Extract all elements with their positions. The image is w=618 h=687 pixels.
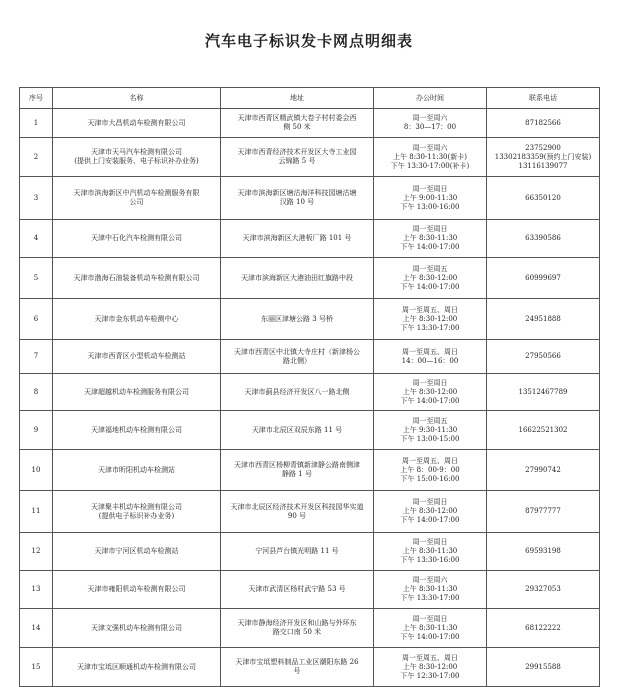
table-row bbox=[20, 450, 600, 491]
row-address: 天津市西青经济技术开发区大寺工业园 云锦路 5 号 bbox=[221, 138, 374, 177]
row-phone: 27990742 bbox=[487, 450, 600, 491]
row-hours: 周一至周日 上午 8:30-12:00 下午 14:00-17:00 bbox=[374, 374, 487, 411]
row-hours: 周一至周五、周日 上午 8：00-9：00 下午 15:00-16:00 bbox=[374, 450, 487, 491]
row-seq: 5 bbox=[20, 258, 53, 299]
row-phone: 24951888 bbox=[487, 299, 600, 340]
row-name: 天津市宁河区机动车检测站 bbox=[53, 533, 221, 571]
row-hours: 周一至周日 上午 8:30-11:30 下午 14:00-17:00 bbox=[374, 220, 487, 258]
table-body-1 bbox=[20, 88, 600, 340]
row-phone: 87182566 bbox=[487, 109, 600, 138]
table-row bbox=[20, 177, 600, 220]
row-name: 天津市天马汽车检测有限公司 (提供上门安装服务、电子标识补办业务) bbox=[53, 138, 221, 177]
row-address: 天津市宝坻塑料制品工业区潮阳东路 26 号 bbox=[221, 648, 374, 687]
row-hours: 周一至周五 上午 9:30-11:30 下午 13:00-15:00 bbox=[374, 411, 487, 450]
row-name: 天津市金东机动车检测中心 bbox=[53, 299, 221, 340]
row-phone: 68122222 bbox=[487, 609, 600, 648]
row-name: 天津市昕阳机动车检测站 bbox=[53, 450, 221, 491]
row-phone: 66350120 bbox=[487, 177, 600, 220]
row-hours: 周一至周五、周日 上午 8:30-12:00 下午 12:30-17:00 bbox=[374, 648, 487, 687]
row-hours: 周一至周五、周日 上午 8:30-12:00 下午 13:30-17:00 bbox=[374, 299, 487, 340]
row-phone: 23752900 13302183359(预约上门安装) 13116139077 bbox=[487, 138, 600, 177]
row-address: 天津市蓟县经济开发区八一路北侧 bbox=[221, 374, 374, 411]
row-name: 天津中石化汽车检测有限公司 bbox=[53, 220, 221, 258]
table-row bbox=[20, 648, 600, 687]
row-address: 天津市滨海新区大港油田红旗路中段 bbox=[221, 258, 374, 299]
row-phone: 29915588 bbox=[487, 648, 600, 687]
row-seq: 15 bbox=[20, 648, 53, 687]
row-seq: 10 bbox=[20, 450, 53, 491]
row-address: 天津市西青区精武镇大卷子村村委会西 侧 50 米 bbox=[221, 109, 374, 138]
table-row bbox=[20, 571, 600, 609]
row-name: 天津文强机动车检测有限公司 bbox=[53, 609, 221, 648]
row-phone: 87977777 bbox=[487, 491, 600, 533]
row-address: 宁河县芦台镇光明路 11 号 bbox=[221, 533, 374, 571]
row-address: 天津市北辰区双辰东路 11 号 bbox=[221, 411, 374, 450]
row-name: 天津市宝坻区顺通机动车检测有限公司 bbox=[53, 648, 221, 687]
header-phone: 联系电话 bbox=[487, 88, 600, 109]
page-title: 汽车电子标识发卡网点明细表 bbox=[204, 32, 413, 50]
header-hours: 办公时间 bbox=[374, 88, 487, 109]
row-hours: 周一至周日 上午 8:30-11:30 下午 13:30-16:00 bbox=[374, 533, 487, 571]
row-address: 天津市滨海新区塘沽海洋科技园塘沽塘 汉路 10 号 bbox=[221, 177, 374, 220]
row-hours: 周一至周六 上午 8:30-11:30 下午 13:30-17:00 bbox=[374, 571, 487, 609]
table-row bbox=[20, 374, 600, 411]
row-hours: 周一至周日 上午 8:30-12:00 下午 14:00-17:00 bbox=[374, 491, 487, 533]
row-address: 天津市西青区杨柳青镇新津静公路南侧津 静路 1 号 bbox=[221, 450, 374, 491]
header-address: 地址 bbox=[221, 88, 374, 109]
row-hours: 周一至周五 上午 8:30-12:00 下午 14:00-17:00 bbox=[374, 258, 487, 299]
row-phone: 63390586 bbox=[487, 220, 600, 258]
table-row bbox=[20, 609, 600, 648]
table-row bbox=[20, 258, 600, 299]
table-body-2 bbox=[20, 340, 600, 687]
row-name: 天津聚丰机动车检测有限公司 (提供电子标识补办业务) bbox=[53, 491, 221, 533]
row-phone: 13512467789 bbox=[487, 374, 600, 411]
row-name: 天津市大昌机动车检测有限公司 bbox=[53, 109, 221, 138]
row-seq: 9 bbox=[20, 411, 53, 450]
row-address: 天津市西青区中北镇大寺庄村（新津杨公 路北侧） bbox=[221, 340, 374, 374]
row-address: 天津市滨海新区大港板厂路 101 号 bbox=[221, 220, 374, 258]
row-seq: 11 bbox=[20, 491, 53, 533]
row-seq: 2 bbox=[20, 138, 53, 177]
table-row bbox=[20, 220, 600, 258]
row-seq: 1 bbox=[20, 109, 53, 138]
row-hours: 周一至周五、周日 14：00—16：00 bbox=[374, 340, 487, 374]
table-header-row bbox=[20, 88, 600, 109]
row-address: 天津市武清区杨村武宁路 53 号 bbox=[221, 571, 374, 609]
header-seq: 序号 bbox=[20, 88, 53, 109]
row-seq: 4 bbox=[20, 220, 53, 258]
row-seq: 3 bbox=[20, 177, 53, 220]
row-name: 天津市渤海石油装备机动车检测有限公司 bbox=[53, 258, 221, 299]
row-name: 天津超越机动车检测服务有限公司 bbox=[53, 374, 221, 411]
row-address: 东丽区津塘公路 3 号桥 bbox=[221, 299, 374, 340]
row-hours: 周一至周日 上午 9:00-11:30 下午 13:00-16:00 bbox=[374, 177, 487, 220]
row-seq: 6 bbox=[20, 299, 53, 340]
row-hours: 周一至周六 8：30—17：00 bbox=[374, 109, 487, 138]
table-row bbox=[20, 138, 600, 177]
row-name: 天津市滨海新区中汽机动车检测服务有限 公司 bbox=[53, 177, 221, 220]
row-hours: 周一至周六 上午 8:30-11:30(新卡) 下午 13:30-17:00(补卡) bbox=[374, 138, 487, 177]
row-seq: 14 bbox=[20, 609, 53, 648]
row-name: 天津福地机动车检测有限公司 bbox=[53, 411, 221, 450]
row-address: 天津市静海经济开发区和山路与外环东 路交口南 50 米 bbox=[221, 609, 374, 648]
outlet-table-part-2 bbox=[19, 339, 600, 687]
table-row bbox=[20, 299, 600, 340]
row-phone: 27950566 bbox=[487, 340, 600, 374]
row-seq: 8 bbox=[20, 374, 53, 411]
row-seq: 13 bbox=[20, 571, 53, 609]
row-name: 天津市雍阳机动车检测有限公司 bbox=[53, 571, 221, 609]
row-seq: 12 bbox=[20, 533, 53, 571]
row-name: 天津市西青区小型机动车检测站 bbox=[53, 340, 221, 374]
row-phone: 69593198 bbox=[487, 533, 600, 571]
row-phone: 16622521302 bbox=[487, 411, 600, 450]
table-row bbox=[20, 340, 600, 374]
row-phone: 29327053 bbox=[487, 571, 600, 609]
row-seq: 7 bbox=[20, 340, 53, 374]
table-row bbox=[20, 109, 600, 138]
header-name: 名称 bbox=[53, 88, 221, 109]
row-address: 天津市北辰区经济技术开发区科技园华实道 90 号 bbox=[221, 491, 374, 533]
table-row bbox=[20, 411, 600, 450]
row-phone: 60999697 bbox=[487, 258, 600, 299]
table-row bbox=[20, 491, 600, 533]
row-hours: 周一至周日 上午 8:30-11:30 下午 14:00-17:00 bbox=[374, 609, 487, 648]
outlet-table-part-1 bbox=[19, 87, 600, 340]
table-row bbox=[20, 533, 600, 571]
